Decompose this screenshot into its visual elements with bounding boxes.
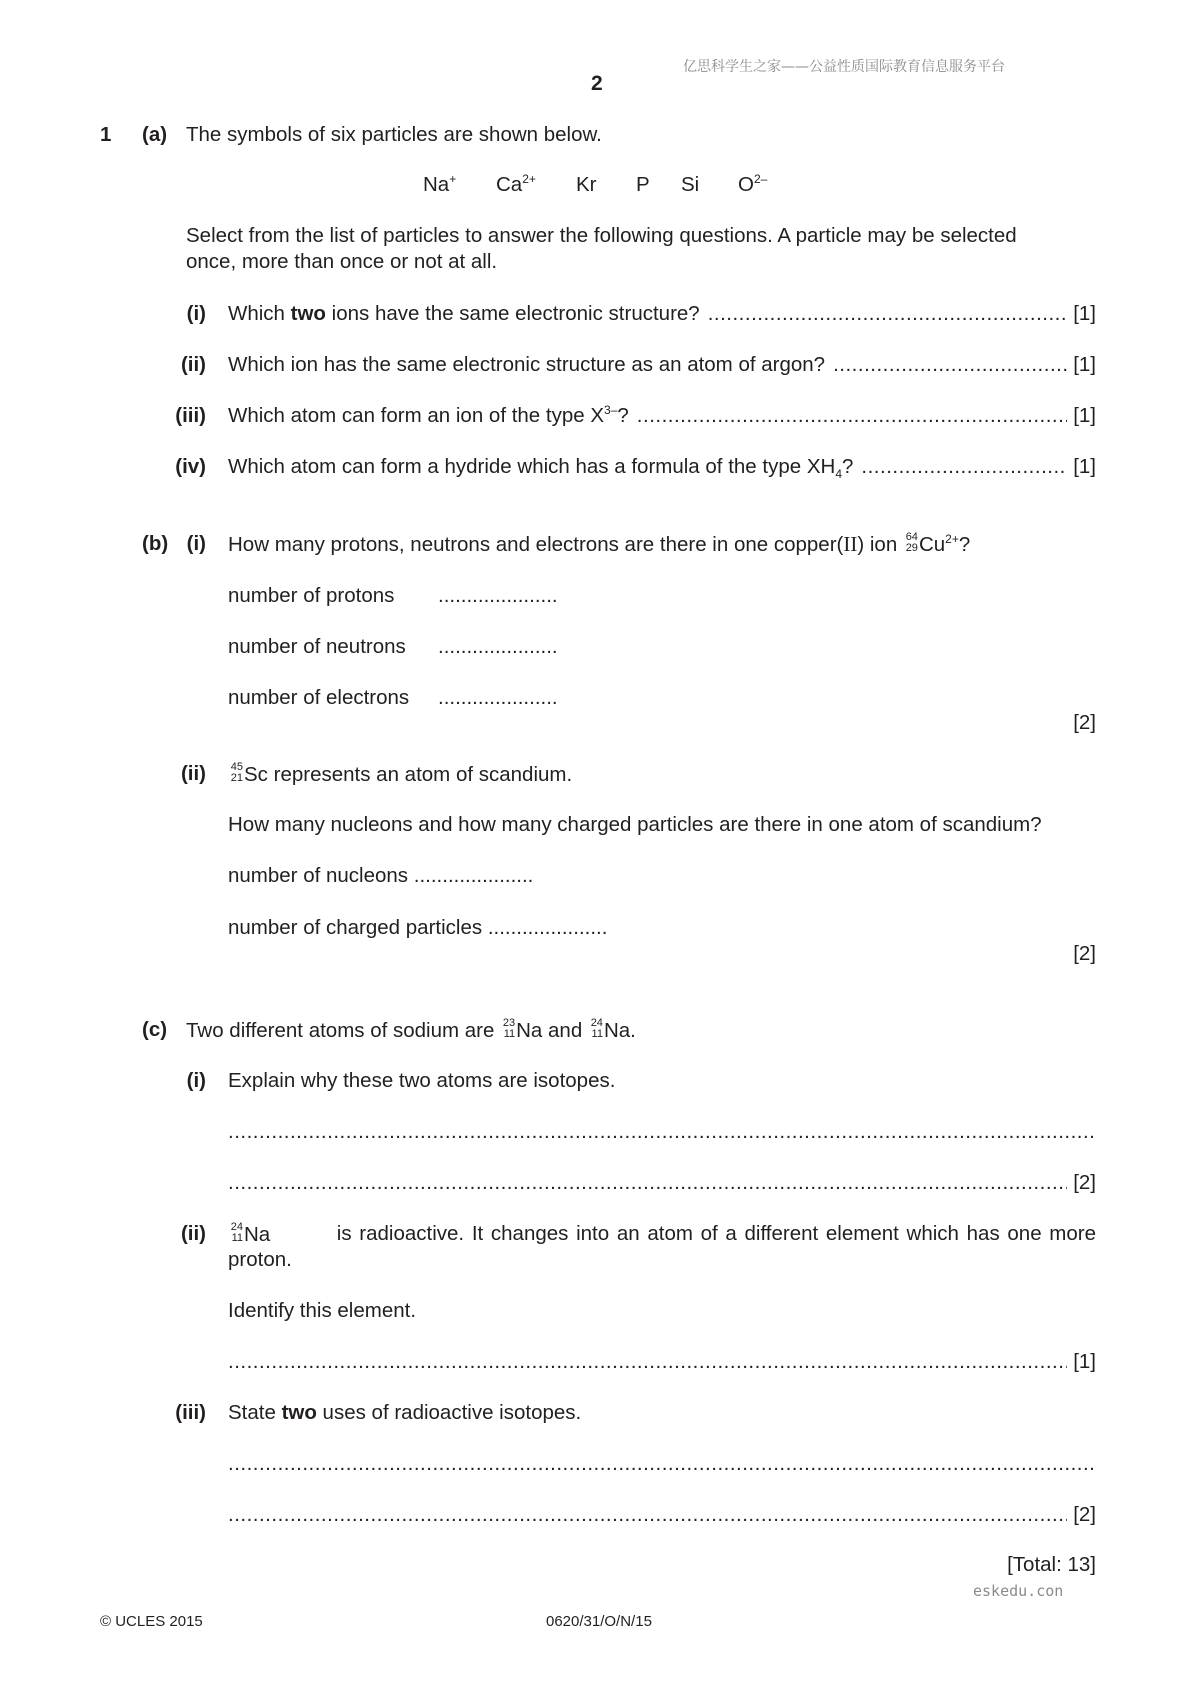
neutrons-line <box>228 635 558 659</box>
part-a-iv-question: Which atom can form a hydride which has a formula of the type $XH_4$? <box>228 455 854 482</box>
sodium-24-nuclide: 24 11 <box>590 1017 603 1040</box>
copper-nuclide: 64 29 <box>905 531 918 554</box>
charged-particles-label: number of charged particles <box>228 916 483 939</box>
part-a-i-row <box>228 298 1096 326</box>
part-a-iii-row <box>228 400 1096 428</box>
mark: [1] <box>1073 302 1096 325</box>
part-c-iii-label: (iii) <box>175 1401 206 1424</box>
part-a-instruction-line2: once, more than once or not at all. <box>186 250 498 273</box>
charged-particles-answer[interactable]: ..................... <box>487 916 608 939</box>
part-a-instruction-line1: Select from the list of particles to answer the following questions. A particle may be selected <box>186 224 1017 247</box>
part-a-ii-question: Which ion has the same electronic structure as an atom of argon? <box>228 353 826 376</box>
total-marks: [Total: 13] <box>1007 1553 1096 1576</box>
particle: P <box>636 173 650 196</box>
sodium-24-nuclide: 24 11 <box>230 1221 243 1244</box>
part-c-i-answer-row <box>228 1167 1096 1195</box>
footer-copyright: © UCLES 2015 <box>100 1613 203 1630</box>
particle: Na+ <box>423 172 457 196</box>
part-a-label: (a) <box>142 123 168 146</box>
nucleons-line <box>228 864 533 888</box>
nucleons-answer[interactable]: ..................... <box>413 864 534 887</box>
part-c-ii-label: (ii) <box>180 1222 206 1245</box>
electrons-line <box>228 686 558 710</box>
mark: [1] <box>1073 1350 1096 1373</box>
particle: $Ca^{2+}$ <box>496 172 536 196</box>
answer-line[interactable] <box>833 353 1067 377</box>
neutrons-label: number of neutrons <box>228 635 406 658</box>
question-number: 1 <box>100 123 112 146</box>
part-c-ii-line2: proton. <box>228 1248 292 1271</box>
part-a-iii-label: (iii) <box>175 404 206 427</box>
mark: [2] <box>1073 942 1096 965</box>
part-c-ii-statement: 24 11 Na is radioactive. It changes into an atom of a different element which has one more <box>228 1222 1096 1247</box>
scandium-nuclide: 45 21 <box>230 761 243 784</box>
answer-line[interactable] <box>228 1452 1096 1476</box>
part-c-label: (c) <box>142 1018 168 1041</box>
part-a-iii-question: Which atom can form an ion of the type $X^{3-}$? <box>228 403 629 427</box>
particle: $O^{2-}$ <box>738 172 768 196</box>
page-number: 2 <box>591 72 603 95</box>
part-a-ii-label: (ii) <box>180 353 206 376</box>
watermark-top: 亿思科学生之家——公益性质国际教育信息服务平台 <box>683 59 1005 75</box>
footer-code: 0620/31/O/N/15 <box>546 1613 652 1630</box>
neutrons-answer[interactable]: ..................... <box>438 635 558 658</box>
watermark-bottom: eskedu.con <box>973 1582 1064 1600</box>
answer-line[interactable] <box>861 455 1067 479</box>
part-c-i-question: Explain why these two atoms are isotopes. <box>228 1069 616 1092</box>
mark: [2] <box>1073 711 1096 734</box>
part-c-ii-prompt: Identify this element. <box>228 1299 417 1322</box>
part-c-intro: Two different atoms of sodium are 23 11 Na and 24 11 Na. <box>186 1017 636 1042</box>
answer-line[interactable] <box>228 1171 1067 1195</box>
part-b-i-question: How many protons, neutrons and electrons are there in one copper(II) ion 64 29 $Cu^{2+}$? <box>228 531 971 556</box>
part-c-i-label: (i) <box>186 1069 206 1092</box>
part-b-i-label: (i) <box>186 532 206 555</box>
nucleons-label: number of nucleons <box>228 864 409 887</box>
part-c-iii-question: State two uses of radioactive isotopes. <box>228 1401 582 1424</box>
part-a-ii-row <box>228 349 1096 377</box>
answer-line[interactable] <box>228 1350 1067 1374</box>
electrons-answer[interactable]: ..................... <box>438 686 558 709</box>
charged-particles-line <box>228 916 607 940</box>
mark: [2] <box>1073 1171 1096 1194</box>
mark: [2] <box>1073 1503 1096 1526</box>
part-c-ii-answer-row <box>228 1346 1096 1374</box>
part-b-ii-statement: 45 21 Sc represents an atom of scandium. <box>228 762 572 787</box>
protons-line <box>228 584 558 608</box>
particle: Kr <box>576 173 597 196</box>
protons-label: number of protons <box>228 584 395 607</box>
particle: Si <box>681 173 700 196</box>
part-a-intro: The symbols of six particles are shown below. <box>186 123 602 146</box>
part-a-iv-label: (iv) <box>175 455 206 478</box>
particle-list <box>423 173 767 197</box>
mark: [1] <box>1073 353 1096 376</box>
answer-line[interactable] <box>637 404 1067 428</box>
part-b-ii-question: How many nucleons and how many charged particles are there in one atom of scandium? <box>228 813 1042 836</box>
part-b-label: (b) <box>142 532 169 555</box>
part-c-iii-answer-row <box>228 1499 1096 1527</box>
part-a-i-question: Which two ions have the same electronic structure? <box>228 302 700 325</box>
part-a-i-label: (i) <box>186 302 206 325</box>
electrons-label: number of electrons <box>228 686 410 709</box>
part-a-iv-row <box>228 451 1096 482</box>
mark: [1] <box>1073 404 1096 427</box>
sodium-23-nuclide: 23 11 <box>502 1017 516 1040</box>
answer-line[interactable] <box>228 1503 1067 1527</box>
answer-line[interactable] <box>708 302 1068 326</box>
protons-answer[interactable]: ..................... <box>438 584 558 607</box>
mark: [1] <box>1073 455 1096 478</box>
part-b-ii-label: (ii) <box>180 762 206 785</box>
answer-line[interactable] <box>228 1120 1096 1144</box>
